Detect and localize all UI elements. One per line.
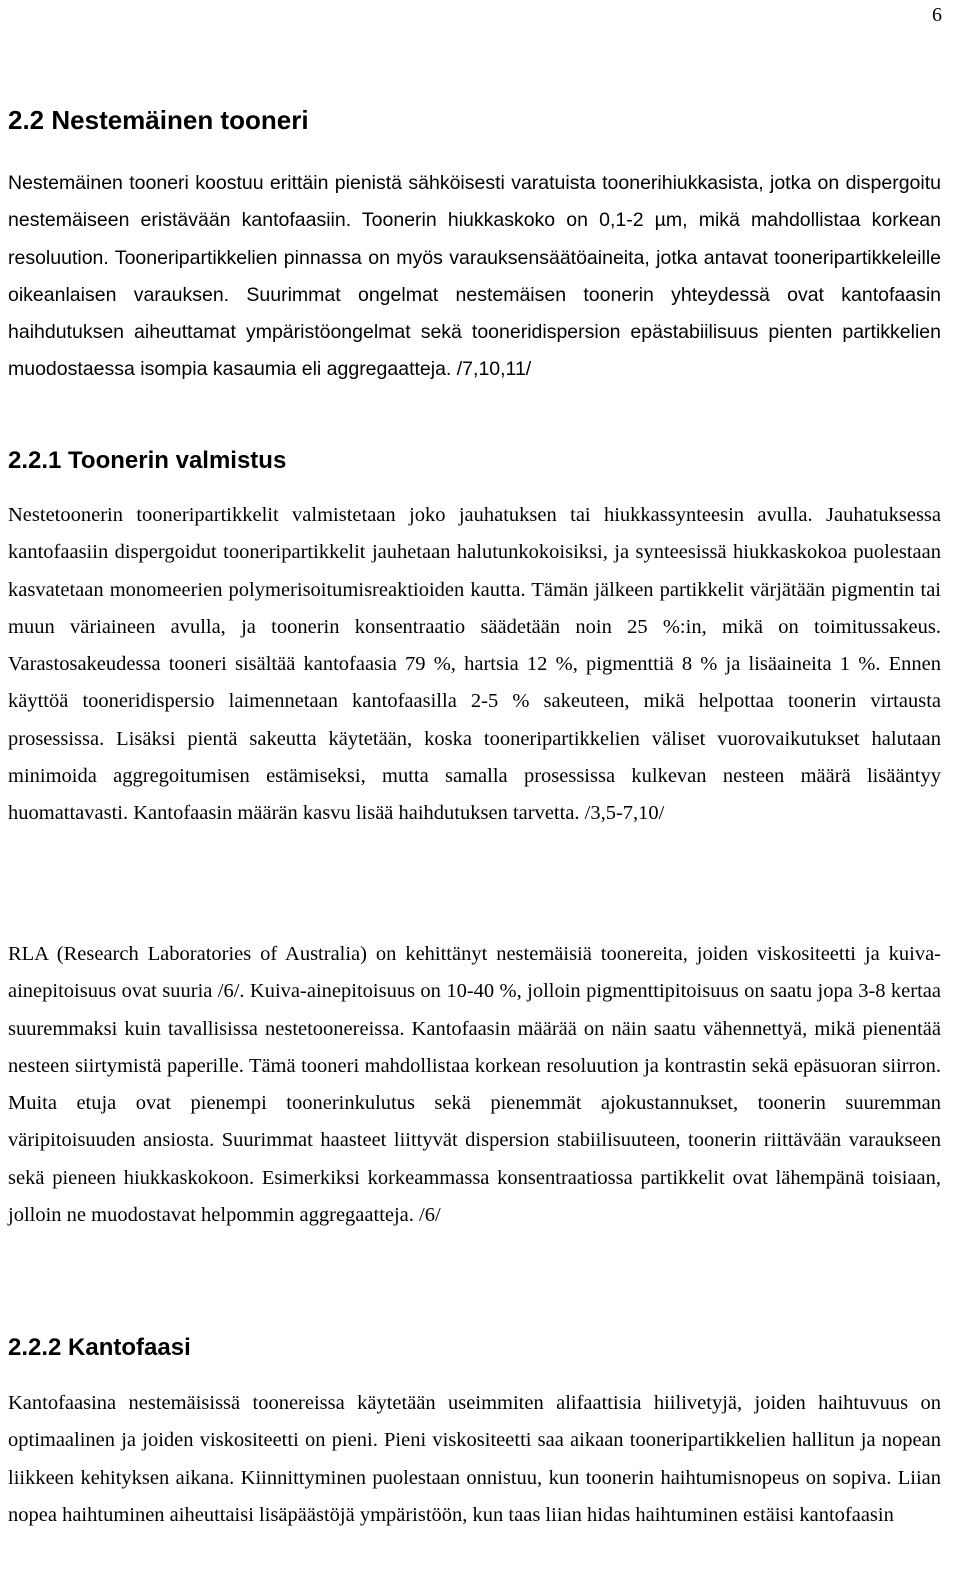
subsection-2-heading: 2.2.2 Kantofaasi xyxy=(8,1334,191,1361)
section-paragraph: Nestemäinen tooneri koostuu erittäin pienistä sähköisesti varatuista toonerihiukkasista, jotka on dispergoitu nestemäiseen eristävään kantofaasiin. Toonerin hiukkaskoko on 0,1-2 µm, mikä mahdollistaa korkean resoluution. Tooneripartikkelien pinnassa on myös varauksensäätöaineita, jotka antavat tooneripartikkeleille oikeanlaisen varauksen. Suurimmat ongelmat nestemäisen toonerin yhteydessä ovat kantofaasin haihdutuksen aiheuttamat ympäristöongelmat sekä tooneridispersion epästabiilisuus pienten partikkelien muodostaessa isompia kasaumia eli aggregaatteja. /7,10,11/ xyxy=(8,172,941,381)
subsection-1-heading: 2.2.1 Toonerin valmistus xyxy=(8,447,287,474)
section-heading: 2.2 Nestemäinen tooneri xyxy=(8,105,309,135)
page-number: 6 xyxy=(932,4,942,26)
subsection-1-paragraph-1: Nestetoonerin tooneripartikkelit valmistetaan joko jauhatuksen tai hiukkassynteesin avulla. Jauhatuksessa kantofaasiin dispergoidut tooneripartikkelit jauhetaan halutunkokoisiksi, ja synteesissä hiukkaskokoa puolestaan kasvatetaan monomeerien polymerisoitumisreaktioiden kautta. Tämän jälkeen partikkelit värjätään pigmentin tai muun väriaineen avulla, ja toonerin konsentraatio säädetään noin 25 %:in, mikä on toimitussakeus. Varastosakeudessa tooneri sisältää kantofaasia 79 %, hartsia 12 %, pigmenttiä 8 % ja lisäaineita 1 %. Ennen käyttöä tooneridispersio laimennetaan kantofaasilla 2-5 % sakeuteen, mikä helpottaa toonerin virtausta prosessissa. Lisäksi pientä sakeutta käytetään, koska tooneripartikkelien väliset vuorovaikutukset halutaan minimoida aggregoitumisen estämiseksi, mutta samalla prosessissa kulkevan nesteen määrä lisääntyy huomattavasti. Kantofaasin määrän kasvu lisää haihdutuksen tarvetta. /3,5-7,10/ xyxy=(8,504,941,825)
subsection-1-paragraph-2: RLA (Research Laboratories of Australia) on kehittänyt nestemäisiä toonereita, joiden viskositeetti ja kuiva-ainepitoisuus ovat suuria /6/. Kuiva-ainepitoisuus on 10-40 %, jolloin pigmenttipitoisuus on saatu jopa 3-8 kertaa suuremmaksi kuin tavallisissa nestetoonereissa. Kantofaasin määrää on näin saatu vähennettyä, mikä pienentää nesteen siirtymistä paperille. Tämä tooneri mahdollistaa korkean resoluution ja kontrastin sekä epäsuoran siirron. Muita etuja ovat pienempi toonerinkulutus sekä pienemmät ajokustannukset, toonerin suuremman väripitoisuuden ansiosta. Suurimmat haasteet liittyvät dispersion stabiilisuuteen, toonerin riittävään varaukseen sekä pieneen hiukkaskokoon. Esimerkiksi korkeammassa konsentraatiossa partikkelit ovat lähempänä toisiaan, jolloin ne muodostavat helpommin aggregaatteja. /6/ xyxy=(8,943,941,1227)
subsection-2-paragraph: Kantofaasina nestemäisissä toonereissa käytetään useimmiten alifaattisia hiilivetyjä, joiden haihtuvuus on optimaalinen ja joiden viskositeetti on pieni. Pieni viskositeetti saa aikaan tooneripartikkelien hallitun ja nopean liikkeen kehityksen aikana. Kiinnittyminen puolestaan onnistuu, kun toonerin haihtumisnopeus on sopiva. Liian nopea haihtuminen aiheuttaisi lisäpäästöjä ympäristöön, kun taas liian hidas haihtuminen estäisi kantofaasin xyxy=(8,1392,941,1526)
